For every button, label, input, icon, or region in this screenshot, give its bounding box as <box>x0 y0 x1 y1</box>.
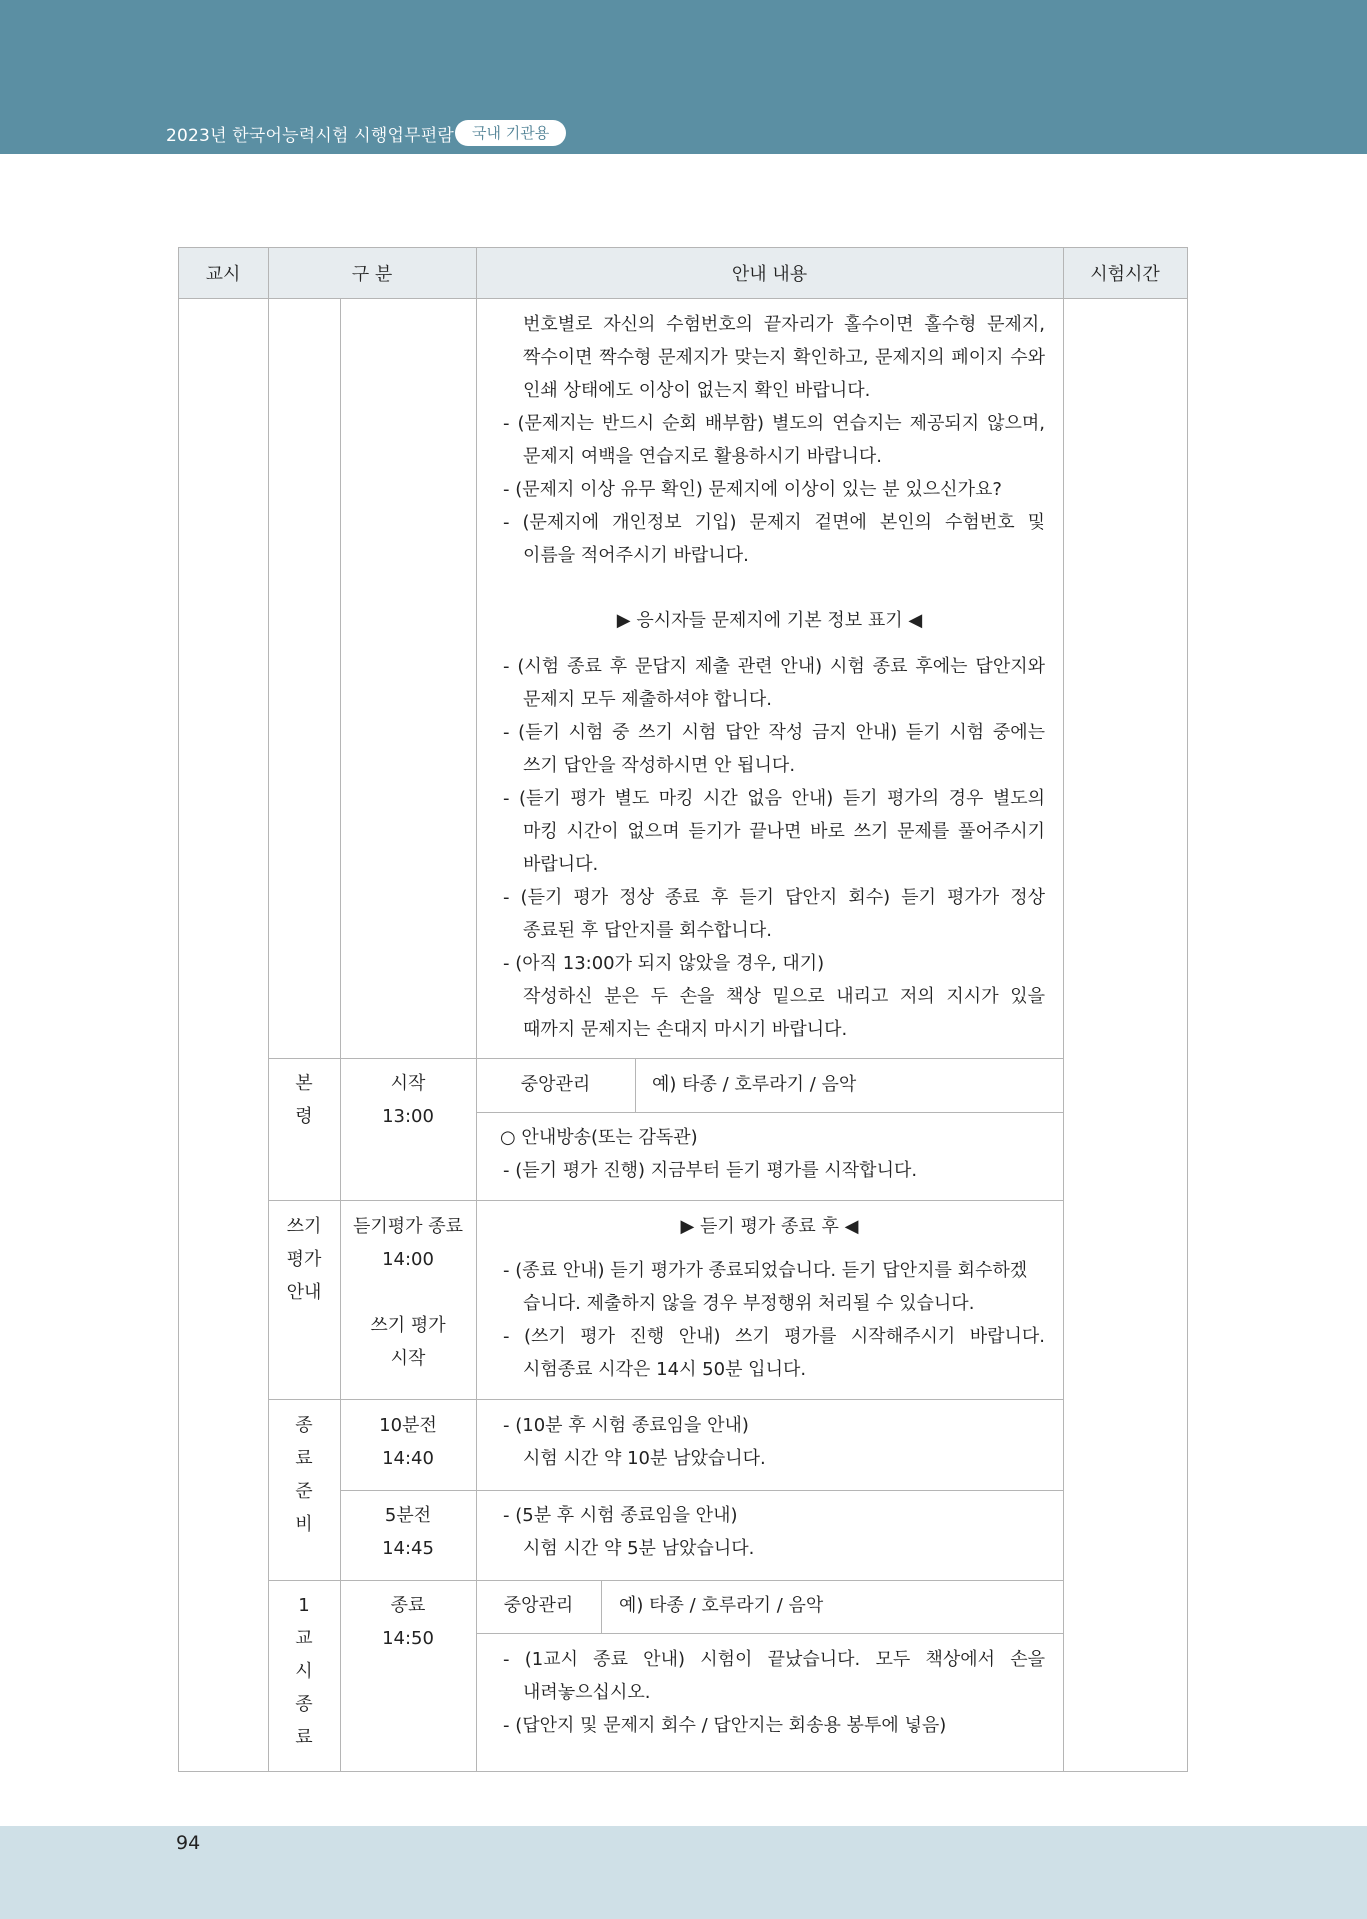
instruction-line: - (듣기 평가 정상 종료 후 듣기 답안지 회수) 듣기 평가가 정상 <box>503 887 1045 908</box>
instruction-line: 짝수이면 짝수형 문제지가 맞는지 확인하고, 문제지의 페이지 수와 <box>523 347 1045 368</box>
instruction-line: - (듣기 평가 진행) 지금부터 듣기 평가를 시작합니다. <box>503 1160 918 1181</box>
group-label: 시 <box>295 1661 313 1682</box>
sub-label: 시작 <box>390 1348 426 1369</box>
sub-time: 14:50 <box>382 1628 434 1649</box>
group-label: 쓰기 <box>286 1216 322 1237</box>
sub-time: 13:00 <box>382 1106 434 1127</box>
instruction-line: 작성하신 분은 두 손을 책상 밑으로 내리고 저의 지시가 있을 <box>523 986 1045 1007</box>
instruction-line: - (종료 안내) 듣기 평가가 종료되었습니다. 듣기 답안지를 회수하겠 <box>503 1260 1028 1281</box>
instruction-line: - (쓰기 평가 진행 안내) 쓰기 평가를 시작해주시기 바랍니다. <box>503 1326 1045 1347</box>
instruction-line: 이름을 적어주시기 바랍니다. <box>523 545 749 566</box>
group-label: 준 <box>295 1481 313 1502</box>
group-label: 안내 <box>286 1282 322 1303</box>
instruction-line: - (듣기 평가 별도 마킹 시간 없음 안내) 듣기 평가의 경우 별도의 <box>503 788 1045 809</box>
group-label: 료 <box>295 1448 313 1469</box>
instruction-line: - (아직 13:00가 되지 않았을 경우, 대기) <box>503 953 825 974</box>
control-value: 예) 타종 / 호루라기 / 음악 <box>652 1074 857 1095</box>
instruction-line: - (1교시 종료 안내) 시험이 끝났습니다. 모두 책상에서 손을 <box>503 1649 1045 1670</box>
header-content: 안내 내용 <box>476 247 1063 298</box>
instruction-line: 마킹 시간이 없으며 듣기가 끝나면 바로 쓰기 문제를 풀어주시기 <box>523 821 1045 842</box>
page-number: 94 <box>176 1832 201 1854</box>
instruction-line: 번호별로 자신의 수험번호의 끝자리가 홀수이면 홀수형 문제지, <box>523 314 1045 335</box>
instruction-line: - (듣기 시험 중 쓰기 시험 답안 작성 금지 안내) 듣기 시험 중에는 <box>503 722 1045 743</box>
instruction-line: 바랍니다. <box>523 854 599 875</box>
center-note: ▶ 응시자들 문제지에 기본 정보 표기 ◀ <box>616 610 923 631</box>
group-label: 료 <box>295 1727 313 1748</box>
instruction-line: - (시험 종료 후 문답지 제출 관련 안내) 시험 종료 후에는 답안지와 <box>503 656 1045 677</box>
group-label: 평가 <box>286 1249 322 1270</box>
header-time: 시험시간 <box>1063 247 1187 298</box>
sub-label: 듣기평가 종료 <box>352 1216 464 1237</box>
instruction-line: 시험종료 시각은 14시 50분 입니다. <box>523 1359 807 1380</box>
instruction-line: - (5분 후 시험 종료임을 안내) <box>503 1505 738 1526</box>
sub-label: 시작 <box>390 1073 426 1094</box>
instruction-line: - (문제지에 개인정보 기입) 문제지 겉면에 본인의 수험번호 및 <box>503 512 1045 533</box>
audience-badge: 국내 기관용 <box>455 120 566 146</box>
instruction-line: 때까지 문제지는 손대지 마시기 바랍니다. <box>523 1019 848 1040</box>
sub-label: 10분전 <box>379 1415 437 1436</box>
instruction-line: 쓰기 답안을 작성하시면 안 됩니다. <box>523 755 796 776</box>
sub-label: 쓰기 평가 <box>370 1315 446 1336</box>
instruction-line: 종료된 후 답안지를 회수합니다. <box>523 920 772 941</box>
instruction-line: 내려놓으십시오. <box>523 1682 651 1703</box>
center-note: ▶ 듣기 평가 종료 후 ◀ <box>680 1216 859 1237</box>
instruction-line: ○ 안내방송(또는 감독관) <box>500 1127 698 1148</box>
group-label: 종 <box>295 1415 313 1436</box>
group-label: 종 <box>295 1694 313 1715</box>
instruction-line: - (문제지는 반드시 순회 배부함) 별도의 연습지는 제공되지 않으며, <box>503 413 1045 434</box>
control-value: 예) 타종 / 호루라기 / 음악 <box>619 1595 824 1616</box>
instruction-line: - (10분 후 시험 종료임을 안내) <box>503 1415 749 1436</box>
group-label: 비 <box>295 1514 313 1535</box>
header-period: 교시 <box>178 247 268 298</box>
instruction-line: 시험 시간 약 10분 남았습니다. <box>523 1448 766 1469</box>
group-label: 1 <box>298 1595 310 1616</box>
instruction-line: 인쇄 상태에도 이상이 없는지 확인 바랍니다. <box>523 380 871 401</box>
header-category: 구 분 <box>268 247 476 298</box>
document-title: 2023년 한국어능력시험 시행업무편람 <box>166 126 454 146</box>
group-label: 령 <box>295 1106 313 1127</box>
instruction-line: 문제지 모두 제출하셔야 합니다. <box>523 689 772 710</box>
footer-band <box>0 1826 1367 1919</box>
instruction-line: 습니다. 제출하지 않을 경우 부정행위 처리될 수 있습니다. <box>523 1293 975 1314</box>
sub-time: 14:00 <box>382 1249 434 1270</box>
control-label: 중앙관리 <box>520 1074 591 1095</box>
instruction-line: - (문제지 이상 유무 확인) 문제지에 이상이 있는 분 있으신가요? <box>503 479 1002 500</box>
sub-label: 종료 <box>390 1595 426 1616</box>
group-label: 교 <box>295 1628 313 1649</box>
sub-label: 5분전 <box>384 1505 432 1526</box>
control-label: 중앙관리 <box>503 1595 574 1616</box>
instruction-line: - (답안지 및 문제지 회수 / 답안지는 회송용 봉투에 넣음) <box>503 1715 947 1736</box>
instruction-line: 문제지 여백을 연습지로 활용하시기 바랍니다. <box>523 446 882 467</box>
instruction-line: 시험 시간 약 5분 남았습니다. <box>523 1538 755 1559</box>
sub-time: 14:40 <box>382 1448 434 1469</box>
group-label: 본 <box>295 1073 313 1094</box>
sub-time: 14:45 <box>382 1538 434 1559</box>
